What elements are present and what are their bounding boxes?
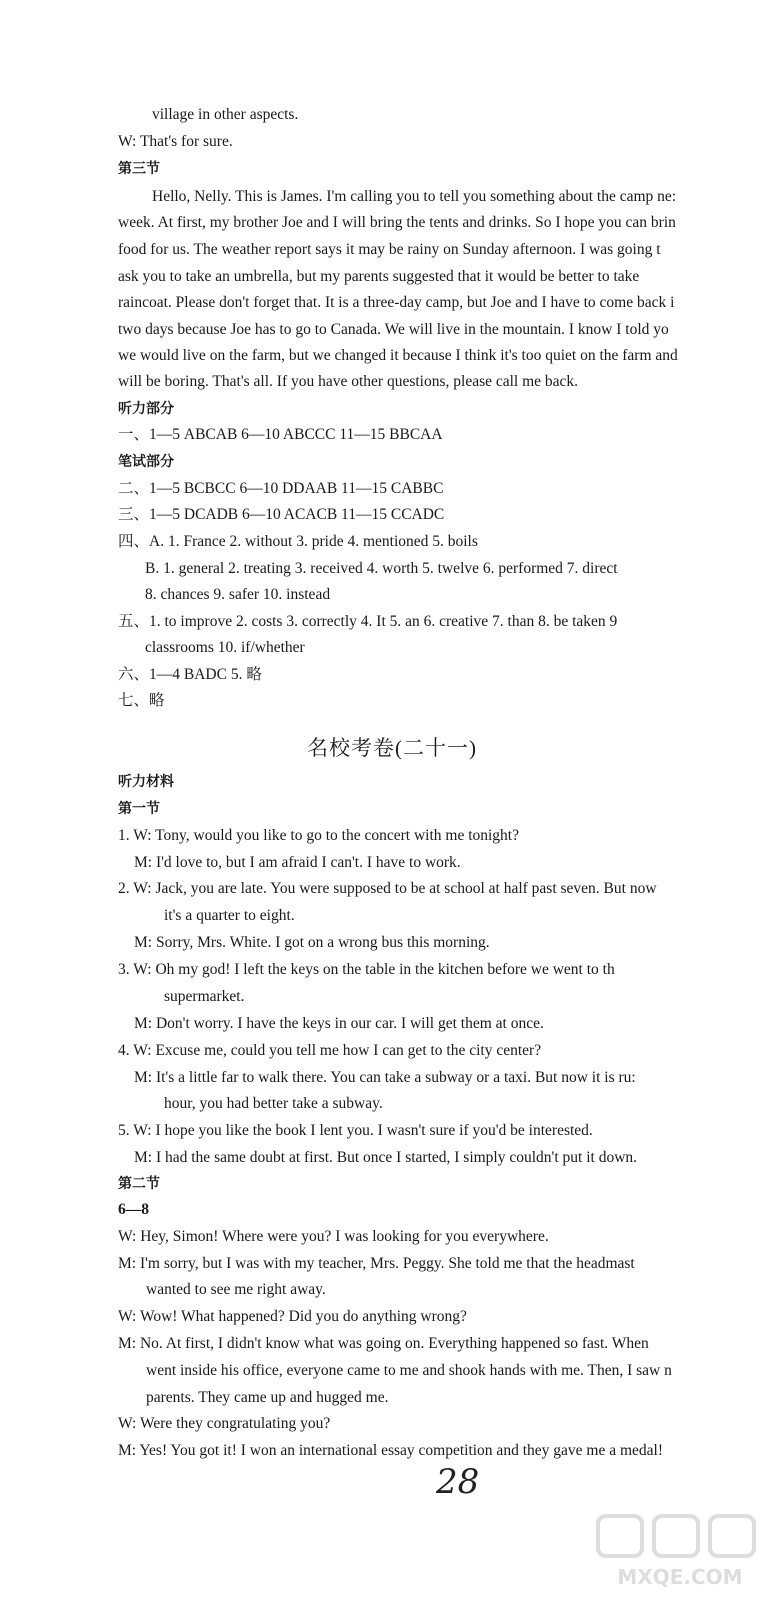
answer-line: 一、1—5 ABCAB 6—10 ABCCC 11—15 BBCAA bbox=[118, 426, 443, 443]
answer-line: 三、1—5 DCADB 6—10 ACACB 11—15 CCADC bbox=[118, 506, 445, 523]
answer-line: 8. chances 9. safer 10. instead bbox=[145, 586, 331, 603]
answer-line: 五、1. to improve 2. costs 3. correctly 4. It 5. an 6. creative 7. than 8. be taken 9 bbox=[118, 613, 618, 630]
text-line: W: That's for sure. bbox=[118, 133, 233, 150]
dialogue-line: W: Hey, Simon! Where were you? I was looking for you everywhere. bbox=[118, 1228, 549, 1245]
dialogue-line: M: It's a little far to walk there. You can take a subway or a taxi. But now it is ru: bbox=[134, 1069, 636, 1086]
dialogue-line: parents. They came up and hugged me. bbox=[146, 1389, 389, 1406]
watermark-logo-icon bbox=[590, 1512, 770, 1592]
section-header: 笔试部分 bbox=[118, 454, 174, 470]
dialogue-line: 3. W: Oh my god! I left the keys on the table in the kitchen before we went to th bbox=[118, 961, 615, 978]
passage-line: week. At first, my brother Joe and I will bring the tents and drinks. So I hope you can brin bbox=[118, 214, 676, 231]
question-range: 6—8 bbox=[118, 1201, 149, 1218]
dialogue-line: supermarket. bbox=[164, 988, 245, 1005]
dialogue-line: 2. W: Jack, you are late. You were supposed to be at school at half past seven. But now bbox=[118, 880, 657, 897]
page-title: 名校考卷(二十一) bbox=[307, 736, 477, 760]
answer-line: classrooms 10. if/whether bbox=[145, 639, 305, 656]
passage-line: two days because Joe has to go to Canada. We will live in the mountain. I know I told yo bbox=[118, 321, 669, 338]
passage-line: will be boring. That's all. If you have other questions, please call me back. bbox=[118, 373, 579, 390]
dialogue-line: 4. W: Excuse me, could you tell me how I can get to the city center? bbox=[118, 1042, 542, 1059]
passage-line: raincoat. Please don't forget that. It is a three-day camp, but Joe and I have to come back i bbox=[118, 294, 675, 311]
dialogue-line: M: I'm sorry, but I was with my teacher, Mrs. Peggy. She told me that the headmast bbox=[118, 1255, 635, 1272]
page-number: 28 bbox=[436, 1462, 480, 1502]
dialogue-line: M: Don't worry. I have the keys in our car. I will get them at once. bbox=[134, 1015, 544, 1032]
dialogue-line: it's a quarter to eight. bbox=[164, 907, 295, 924]
dialogue-line: M: I had the same doubt at first. But once I started, I simply couldn't put it down. bbox=[134, 1149, 638, 1166]
dialogue-line: 5. W: I hope you like the book I lent you. I wasn't sure if you'd be interested. bbox=[118, 1122, 593, 1139]
dialogue-line: hour, you had better take a subway. bbox=[164, 1095, 383, 1112]
section-header: 第二节 bbox=[118, 1176, 160, 1192]
dialogue-line: M: No. At first, I didn't know what was going on. Everything happened so fast. When bbox=[118, 1335, 649, 1352]
section-header: 听力部分 bbox=[118, 401, 174, 417]
dialogue-line: M: Yes! You got it! I won an international essay competition and they gave me a medal! bbox=[118, 1442, 663, 1459]
dialogue-line: M: I'd love to, but I am afraid I can't. I have to work. bbox=[134, 854, 461, 871]
answer-line: 四、A. 1. France 2. without 3. pride 4. mentioned 5. boils bbox=[118, 533, 478, 550]
watermark-text: MXQE.COM bbox=[617, 1565, 743, 1589]
section-header: 第三节 bbox=[118, 161, 160, 177]
passage-line: we would live on the farm, but we changed it because I think it's too quiet on the farm and bbox=[118, 347, 678, 364]
passage-line: food for us. The weather report says it may be rainy on Sunday afternoon. I was going t bbox=[118, 241, 661, 258]
dialogue-line: 1. W: Tony, would you like to go to the concert with me tonight? bbox=[118, 827, 519, 844]
dialogue-line: wanted to see me right away. bbox=[146, 1281, 326, 1298]
passage-line: Hello, Nelly. This is James. I'm calling you to tell you something about the camp ne: bbox=[152, 188, 677, 205]
dialogue-line: M: Sorry, Mrs. White. I got on a wrong bus this morning. bbox=[134, 934, 490, 951]
answer-line: 六、1—4 BADC 5. 略 bbox=[118, 666, 262, 683]
answer-line: B. 1. general 2. treating 3. received 4. worth 5. twelve 6. performed 7. direct bbox=[145, 560, 618, 577]
dialogue-line: W: Were they congratulating you? bbox=[118, 1415, 331, 1432]
section-header: 第一节 bbox=[118, 801, 160, 817]
dialogue-line: W: Wow! What happened? Did you do anything wrong? bbox=[118, 1308, 467, 1325]
answer-line: 七、略 bbox=[118, 692, 165, 709]
answer-line: 二、1—5 BCBCC 6—10 DDAAB 11—15 CABBC bbox=[118, 480, 444, 497]
dialogue-line: went inside his office, everyone came to me and shook hands with me. Then, I saw n bbox=[146, 1362, 672, 1379]
passage-line: ask you to take an umbrella, but my parents suggested that it would be better to take bbox=[118, 268, 640, 285]
text-line: village in other aspects. bbox=[152, 106, 299, 123]
section-header: 听力材料 bbox=[118, 774, 174, 790]
